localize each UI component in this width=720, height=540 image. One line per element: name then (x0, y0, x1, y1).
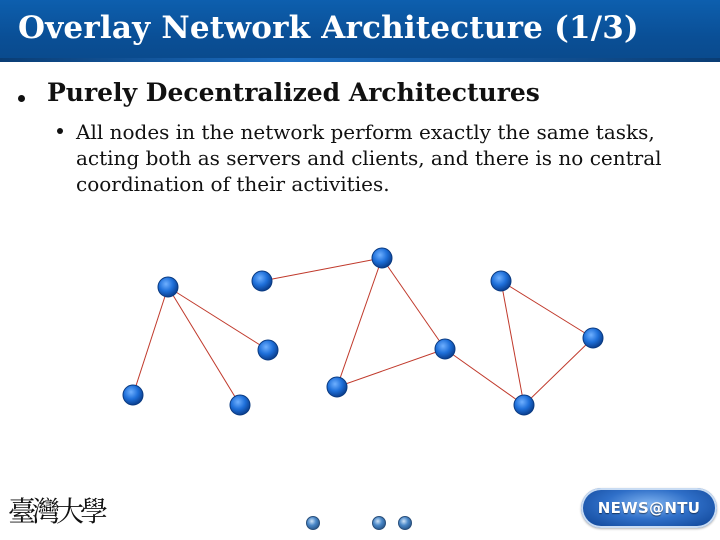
network-edge (262, 258, 382, 281)
slide-body-text: All nodes in the network perform exactly the same tasks, acting both as servers and clients, and there is no central coordination of their activities. (76, 120, 662, 196)
news-badge-label: NEWS@NTU (597, 499, 701, 517)
network-edge (382, 258, 445, 349)
network-edge (501, 281, 593, 338)
network-edge (168, 287, 268, 350)
network-node (372, 248, 392, 268)
news-ntu-badge[interactable] (581, 488, 717, 528)
network-edge (501, 281, 524, 405)
network-edge (337, 349, 445, 387)
network-node (123, 385, 143, 405)
network-node (258, 340, 278, 360)
network-node (514, 395, 534, 415)
network-edge (133, 287, 168, 395)
nav-home-button[interactable] (306, 516, 320, 530)
nav-previous-button[interactable] (372, 516, 386, 530)
title-bar (0, 0, 720, 62)
network-node (491, 271, 511, 291)
bullet-icon (57, 128, 63, 134)
network-node (230, 395, 250, 415)
network-edge (168, 287, 240, 405)
slide-title: Overlay Network Architecture (1/3) (18, 10, 639, 46)
network-edge (524, 338, 593, 405)
network-edge (337, 258, 382, 387)
network-edge (445, 349, 524, 405)
network-node (327, 377, 347, 397)
bullet-icon (18, 95, 25, 102)
network-node (583, 328, 603, 348)
network-node (158, 277, 178, 297)
slide-heading: Purely Decentralized Architectures (47, 78, 540, 107)
network-node (252, 271, 272, 291)
network-node (435, 339, 455, 359)
nav-next-button[interactable] (398, 516, 412, 530)
university-logo: 臺灣大學 (8, 495, 105, 528)
